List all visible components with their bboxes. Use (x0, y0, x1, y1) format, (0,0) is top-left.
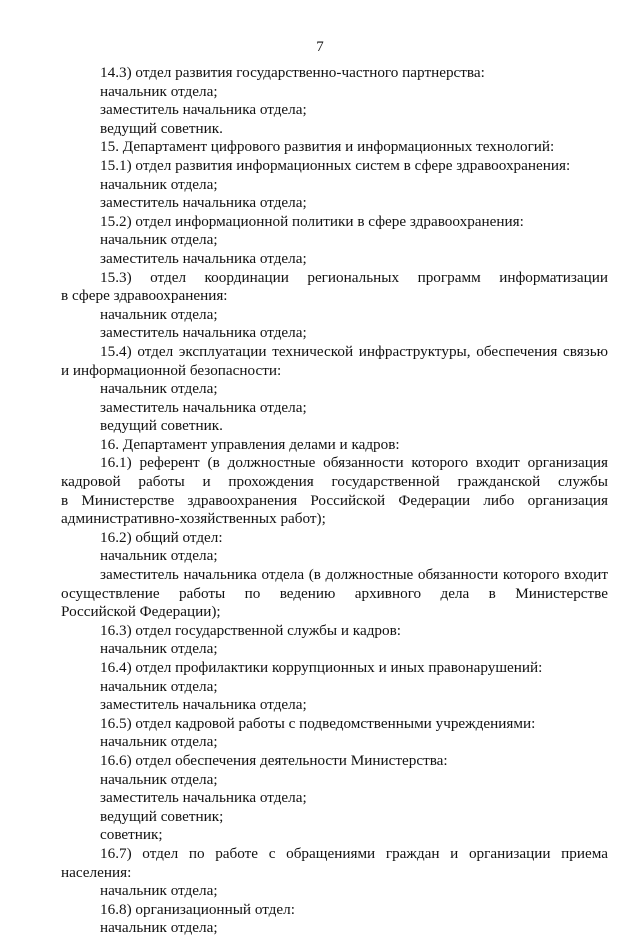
text-line: заместитель начальника отдела; (100, 696, 307, 714)
text-line: заместитель начальника отдела (в должностные обязанности которого входит (100, 566, 608, 584)
text-line: административно-хозяйственных работ); (61, 510, 326, 528)
text-line: заместитель начальника отдела; (100, 194, 307, 212)
text-line: начальник отдела; (100, 231, 218, 249)
text-line: 16. Департамент управления делами и кадров: (100, 435, 400, 453)
text-line: начальник отдела; (100, 175, 218, 193)
text-line: в Министерстве здравоохранения Российской Федерации либо организация (61, 491, 608, 509)
text-line: заместитель начальника отдела; (100, 398, 307, 416)
text-line: заместитель начальника отдела; (100, 789, 307, 807)
text-line: осуществление работы по ведению архивного дела в Министерстве (61, 584, 608, 602)
text-line: 14.3) отдел развития государственно-частного партнерства: (100, 64, 485, 81)
text-line: 15.3) отдел координации региональных программ информатизации (100, 268, 608, 286)
document-body (0, 64, 640, 938)
text-line: 16.2) общий отдел: (100, 528, 223, 546)
text-line: в сфере здравоохранения: (61, 287, 228, 305)
text-line: населения: (61, 863, 132, 881)
text-line: начальник отдела; (100, 770, 218, 788)
text-line: 16.8) организационный отдел: (100, 900, 295, 918)
text-line: 16.6) отдел обеспечения деятельности Министерства: (100, 751, 448, 769)
text-line: 16.1) референт (в должностные обязанности которого входит организация (100, 454, 608, 472)
text-line: начальник отдела; (100, 882, 218, 900)
text-line: кадровой работы и прохождения государственной гражданской службы (61, 473, 608, 491)
text-line: ведущий советник. (100, 119, 223, 137)
text-line: начальник отдела; (100, 677, 218, 695)
text-line: начальник отдела; (100, 919, 218, 937)
text-line: 16.7) отдел по работе с обращениями граждан и организации приема (100, 844, 608, 862)
text-line: и информационной безопасности: (61, 361, 282, 379)
text-line: начальник отдела; (100, 547, 218, 565)
text-line: 16.5) отдел кадровой работы с подведомственными учреждениями: (100, 714, 536, 732)
text-line: ведущий советник; (100, 807, 224, 825)
text-line: начальник отдела; (100, 305, 218, 323)
page-number: 7 (316, 39, 324, 55)
text-line: Российской Федерации); (61, 603, 221, 621)
text-line: начальник отдела; (100, 640, 218, 658)
text-line: начальник отдела; (100, 733, 218, 751)
text-line: 16.4) отдел профилактики коррупционных и иных правонарушений: (100, 659, 543, 676)
text-line: советник; (100, 826, 163, 844)
text-line: заместитель начальника отдела; (100, 249, 307, 267)
text-line: 15.1) отдел развития информационных систем в сфере здравоохранения: (100, 156, 571, 174)
text-line: 15.4) отдел эксплуатации технической инфраструктуры, обеспечения связью (100, 342, 608, 360)
text-line: начальник отдела; (100, 82, 218, 100)
text-line: начальник отдела; (100, 380, 218, 398)
text-line: 15.2) отдел информационной политики в сфере здравоохранения: (100, 212, 524, 230)
text-line: заместитель начальника отдела; (100, 101, 307, 119)
text-line: заместитель начальника отдела; (100, 324, 307, 342)
text-line: ведущий советник. (100, 417, 223, 435)
text-line: 16.3) отдел государственной службы и кадров: (100, 621, 401, 639)
text-line: 15. Департамент цифрового развития и информационных технологий: (100, 138, 555, 156)
